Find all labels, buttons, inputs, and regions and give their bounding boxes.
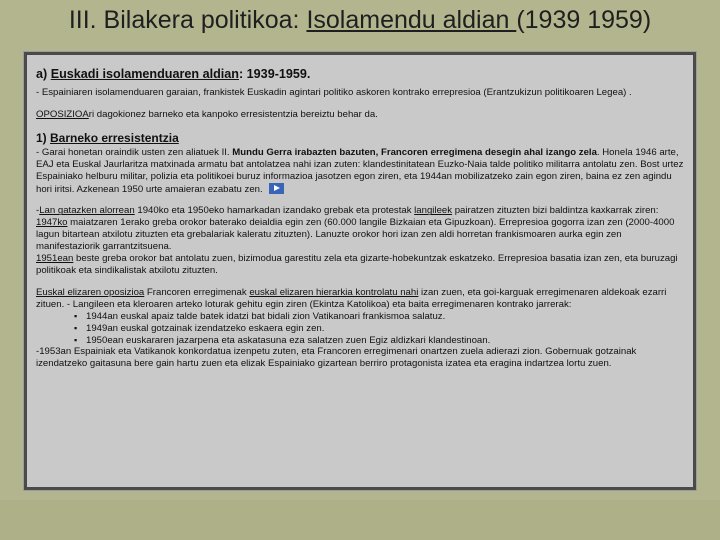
play-button-icon[interactable]: [269, 183, 284, 194]
p1-part1: - Garai honetan oraindik usten zen aliatuek II.: [36, 146, 233, 158]
p2-text3: maiatzaren 1erako greba orokor baterako deialdia egin zen (: [67, 217, 328, 229]
p2-underlined2: langileek: [414, 205, 453, 217]
section-1-prefix: 1): [36, 130, 51, 145]
p2-text4: langile Bizkaian eta Gipuzkoan). Errepresioa gogorra izan zen (2000-4000 lagun bitartean atxilotu zituzten eta grebalariak kaleratu zituzten). Lanuzte orokor hori izan zen aldi horretan frankismoaren aurka egin zen manifestaziorik garrantzitsuena.: [36, 217, 675, 253]
section-a-heading: [36, 67, 684, 82]
p2-underlined4: 1951ean: [36, 253, 74, 265]
intro-paragraph: - Espainiaren isolamenduaren garaian, frankistek Euskadin agintari politiko askoren kontrako errepresioa (Erantzukizun politikoaren Legea) .: [36, 87, 632, 98]
p3-underlined2: euskal elizaren hierarkia kontrolatu nahi: [249, 286, 419, 298]
paragraph-barneko: [36, 147, 684, 196]
paragraph-eliza: [36, 287, 684, 311]
section-a-prefix: a): [36, 67, 51, 81]
paragraph-konkordatua: -1953an Espainiak eta Vatikanok konkordatua izenpetu zuten, eta Francoren erregimenari onartzen zuela adierazi zion. Gobernuak gotzainak izendatzeko gaitasuna bere gain hartu zuen eta elizak Espainiako gizartean berriro protagonista izatea eta eragina indartzea lortu zuen.: [36, 346, 637, 370]
p2-text2: pairatzen zituzten bizi baldintza kaxkarrak ziren:: [452, 205, 659, 217]
section-1-underlined: Barneko erresistentzia: [50, 130, 179, 145]
p3-text2: izan zuen, eta goi-karguak erregimenaren aldekoak ezarri zituen. - Langileen eta kleroaren arteko loturak gehitu egin ziren (Ekintza Katolikoa) eta baita erregimenaren kontrako jarrerak:: [36, 286, 667, 310]
oposizioa-term: OPOSIZIOA: [36, 108, 89, 120]
p2-underlined3: 1947ko: [36, 217, 68, 229]
oposizioa-rest: ri dagokionez barneko eta kanpoko erresistentzia bereiztu behar da.: [88, 108, 378, 120]
list-item: ▪ 1944an euskal apaiz talde batek idatzi bat bidali zion Vatikanoari frankismoa salatuz.: [86, 311, 684, 323]
section-a-suffix: : 1939-1959.: [238, 67, 311, 81]
title-prefix: III. Bilakera politikoa:: [68, 6, 307, 34]
oposizioa-paragraph: [36, 109, 684, 121]
section-a-underlined: Euskadi isolamenduaren aldian: [50, 67, 239, 81]
title-underlined: Isolamendu aldian: [306, 6, 517, 34]
p2-bold1: 60.000: [327, 217, 357, 229]
p3-underlined1: Euskal elizaren oposizioa: [36, 286, 145, 298]
section-1-heading: [36, 131, 684, 145]
content-panel: [24, 52, 696, 490]
p3-text1: Francoren erregimenak: [144, 286, 250, 298]
p2-text5: beste greba orokor bat antolatu zuen, bizimodua garestitu zela eta gizarte-hobekuntzak eskatzeko. Errepresioa basatia izan zen, eta buruzagi politikoak eta sindikalistak atxilotu zituzten.: [36, 253, 678, 276]
p1-bold1: Mundu Gerra irabazten bazuten, Francoren erregimena desegin ahal izango zela: [232, 146, 597, 158]
paragraph-lan-gatazkak: -Lan gatazken alorrean 1940ko eta 1950eko hamarkadan izandako grebak eta protestak langileek pairatzen zituzten bizi baldintza kaxkarrak ziren: 1947ko maiatzaren 1erako greba orokor baterako deialdia egin zen (60.000 langile Bizkaian eta Gipuzkoan). Errepresioa gogorra izan zen (2000-4000 lagun bitartean atxilotu zituzten eta grebalariak kaleratu zituzten). Lanuzte orokor hori izan zen aldi horretan frankismoaren aurka egin zen manifestaziorik garrantzitsuena. 1951ean beste greba orokor bat antolatu zuen, bizimodua garestitu zela eta gizarte-hobekuntzak eskatzeko. Errepresioa basatia izan zen, eta buruzagi politikoak eta sindikalistak atxilotu zituzten.: [36, 205, 678, 276]
list-item: ▪ 1949an euskal gotzainak izendatzeko eskaera egin zen.: [86, 323, 684, 335]
p1-part4: .: [260, 183, 263, 195]
title-years: (1939 1959): [516, 6, 652, 34]
p1-part3: Azkenean 1950 urte amaieran ezabatu zen: [76, 183, 260, 195]
list-item: ▪ 1950ean euskararen jazarpena eta askatasuna eza salatzen zuen Egiz aldizkari klandestinoan.: [86, 335, 684, 347]
p1-part2: . Honela 1946 arte, EAJ eta Euskal Jaurlaritza matxinada armatu bat antolatzea nahi izan zuten: klandestinitatean Euzko-Naia talde politiko militarra antolatu zen. Bost urtez Espainiako helburu militar, polizia eta politikoei buruz informazioa jasotzen egon ziren, eta 1944an mobilizatzeko zain egon ziren, baina ez zen agindu hori iritsi.: [36, 146, 684, 195]
p2-text1: 1940ko eta 1950eko hamarkadan izandako grebak eta protestak: [134, 205, 415, 217]
footer-band: [0, 500, 720, 540]
p2-underlined1: Lan gatazken alorrean: [39, 205, 135, 217]
eliza-bullet-list: [36, 311, 684, 347]
slide-title: [0, 6, 720, 35]
